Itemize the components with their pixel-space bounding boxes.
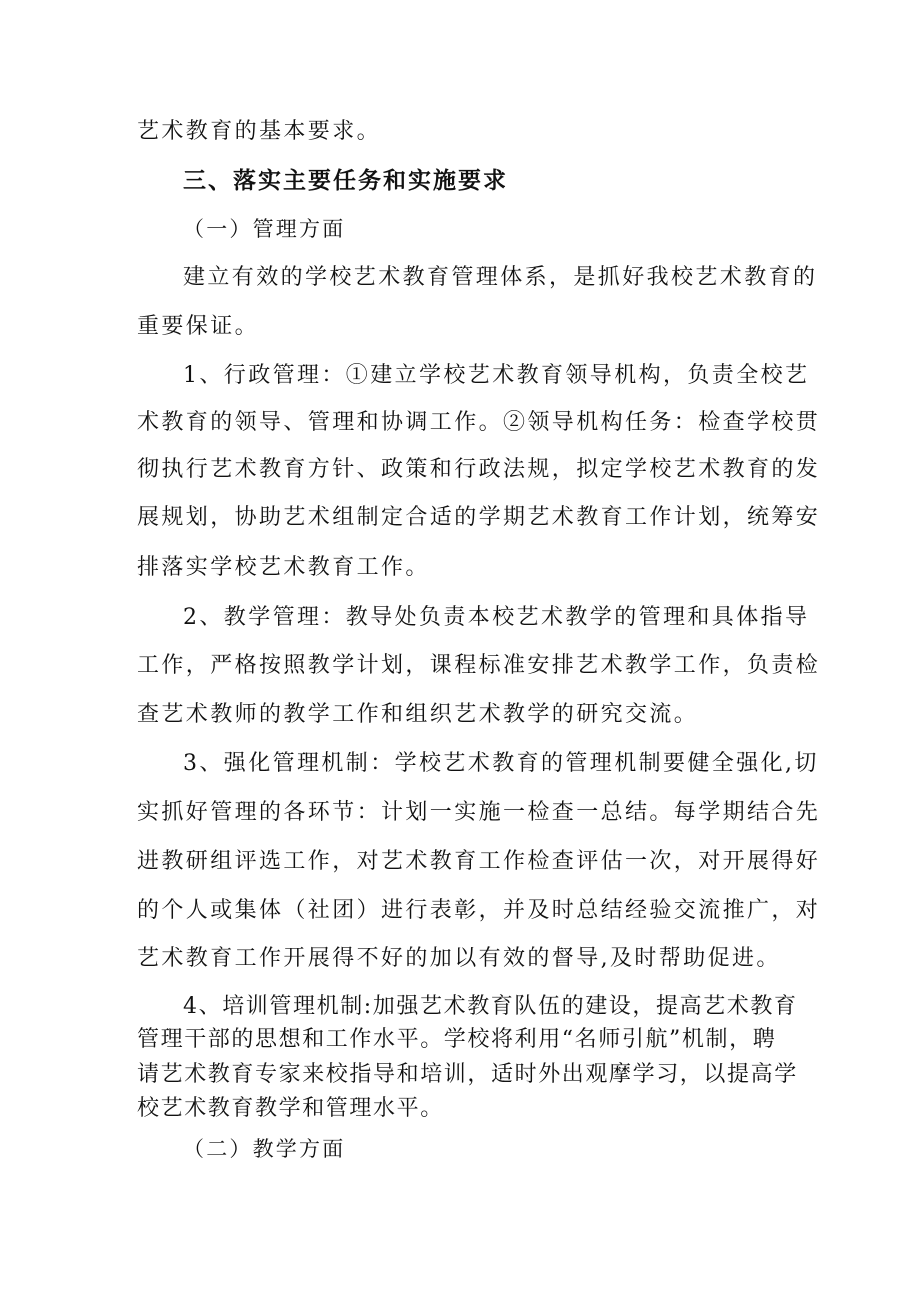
paragraph-line: 查艺术教师的教学工作和组织艺术教学的研究交流。	[137, 702, 699, 727]
paragraph-line: 1、行政管理：①建立学校艺术教育领导机构，负责全校艺	[183, 363, 810, 388]
paragraph-line: 2、教学管理：教导处负责本校艺术教学的管理和具体指导	[183, 605, 810, 630]
section-heading: 三、落实主要任务和实施要求	[183, 168, 508, 194]
paragraph-line: 3、强化管理机制：学校艺术教育的管理机制要健全强化,切	[183, 751, 819, 776]
paragraph-line: 彻执行艺术教育方针、政策和行政法规，拟定学校艺术教育的发	[137, 457, 821, 482]
paragraph-line: 实抓好管理的各环节：计划一实施一检查一总结。每学期结合先	[137, 800, 821, 825]
paragraph-line: 管理干部的思想和工作水平。学校将利用“名师引航”机制，聘	[137, 1027, 777, 1052]
subsection-heading-management: （一）管理方面	[183, 217, 346, 241]
paragraph-line: 工作，严格按照教学计划，课程标准安排艺术教学工作，负责检	[137, 653, 821, 678]
paragraph-line: 术教育的领导、管理和协调工作。②领导机构任务：检查学校贯	[137, 410, 821, 435]
paragraph-line: 艺术教育的基本要求。	[137, 119, 382, 144]
paragraph-line: 建立有效的学校艺术教育管理体系，是抓好我校艺术教育的	[183, 265, 818, 290]
paragraph-line: 的个人或集体（社团）进行表彰，并及时总结经验交流推广，对	[137, 898, 821, 923]
paragraph-line: 请艺术教育专家来校指导和培训，适时外出观摩学习，以提高学	[137, 1062, 798, 1087]
subsection-heading-teaching: （二）教学方面	[183, 1137, 346, 1161]
paragraph-line: 重要保证。	[137, 314, 260, 339]
paragraph-line: 校艺术教育教学和管理水平。	[137, 1096, 444, 1121]
paragraph-line: 艺术教育工作开展得不好的加以有效的督导,及时帮助促进。	[137, 946, 781, 971]
paragraph-line: 4、培训管理机制:加强艺术教育队伍的建设，提高艺术教育	[183, 994, 798, 1019]
paragraph-line: 展规划，协助艺术组制定合适的学期艺术教育工作计划，统筹安	[137, 505, 821, 530]
paragraph-line: 排落实学校艺术教育工作。	[137, 555, 430, 580]
paragraph-line: 进教研组评选工作，对艺术教育工作检查评估一次，对开展得好	[137, 849, 821, 874]
